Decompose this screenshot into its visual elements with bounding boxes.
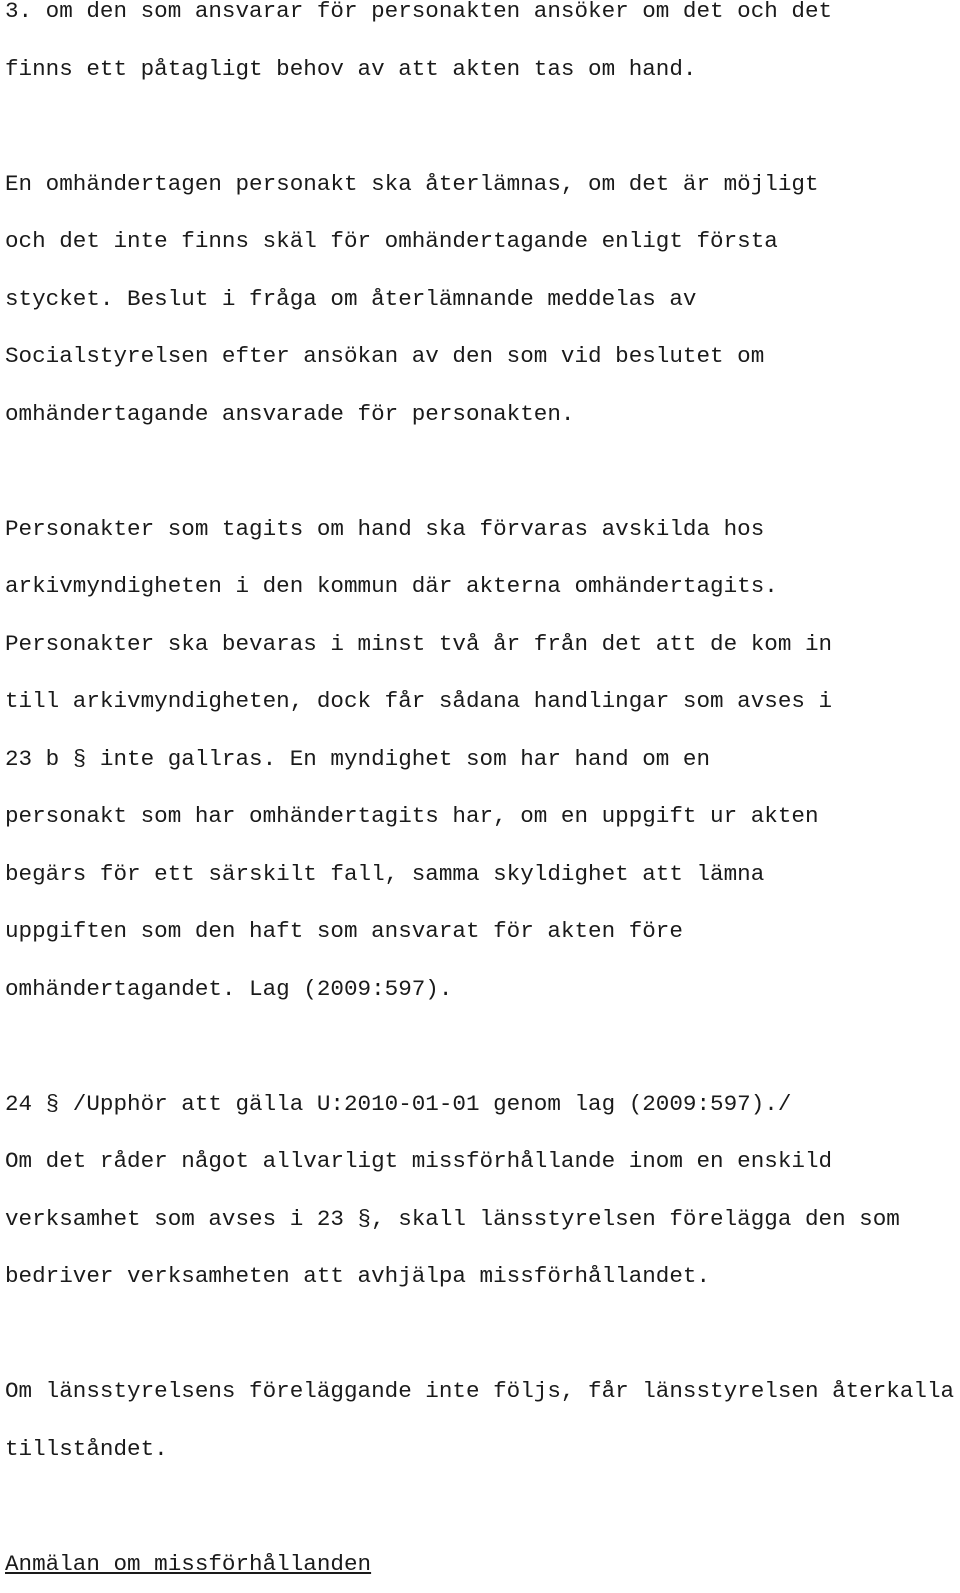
text-line: personakt som har omhändertagits har, om en uppgift ur akten — [5, 788, 955, 846]
text-line: Om det råder något allvarligt missförhållande inom en enskild — [5, 1133, 955, 1191]
text-line: Socialstyrelsen efter ansökan av den som vid beslutet om — [5, 328, 955, 386]
text-line: till arkivmyndigheten, dock får sådana handlingar som avses i — [5, 673, 955, 731]
paragraph-spacer — [5, 443, 955, 501]
text-line: Personakter ska bevaras i minst två år från det att de kom in — [5, 616, 955, 674]
text-line: begärs för ett särskilt fall, samma skyldighet att lämna — [5, 846, 955, 904]
text-line: bedriver verksamheten att avhjälpa missförhållandet. — [5, 1248, 955, 1306]
text-line: tillståndet. — [5, 1421, 955, 1479]
document-page — [5, 0, 955, 1593]
text-line: 3. om den som ansvarar för personakten ansöker om det och det — [5, 0, 955, 41]
paragraph-item-3 — [5, 0, 955, 98]
text-line: 23 b § inte gallras. En myndighet som har hand om en — [5, 731, 955, 789]
text-line: En omhändertagen personakt ska återlämnas, om det är möjligt — [5, 156, 955, 214]
paragraph-spacer — [5, 98, 955, 156]
text-line: Om länsstyrelsens föreläggande inte följs, får länsstyrelsen återkalla — [5, 1363, 955, 1421]
text-line: och det inte finns skäl för omhändertagande enligt första — [5, 213, 955, 271]
text-line: arkivmyndigheten i den kommun där akterna omhändertagits. — [5, 558, 955, 616]
text-line: verksamhet som avses i 23 §, skall länsstyrelsen förelägga den som — [5, 1191, 955, 1249]
paragraph-revocation — [5, 1363, 955, 1478]
text-line: finns ett påtagligt behov av att akten tas om hand. — [5, 41, 955, 99]
text-line: Personakter som tagits om hand ska förvaras avskilda hos — [5, 501, 955, 559]
paragraph-spacer — [5, 1306, 955, 1364]
paragraph-storage-of-personakter — [5, 501, 955, 1019]
text-line: stycket. Beslut i fråga om återlämnande meddelas av — [5, 271, 955, 329]
section-heading: Anmälan om missförhållanden — [5, 1536, 955, 1593]
paragraph-spacer — [5, 1478, 955, 1536]
paragraph-section-24 — [5, 1076, 955, 1306]
text-line: omhändertagande ansvarade för personakten. — [5, 386, 955, 444]
paragraph-returning-personakt — [5, 156, 955, 444]
paragraph-spacer — [5, 1018, 955, 1076]
text-line: 24 § /Upphör att gälla U:2010-01-01 genom lag (2009:597)./ — [5, 1076, 955, 1134]
text-line: omhändertagandet. Lag (2009:597). — [5, 961, 955, 1019]
text-line: uppgiften som den haft som ansvarat för akten före — [5, 903, 955, 961]
